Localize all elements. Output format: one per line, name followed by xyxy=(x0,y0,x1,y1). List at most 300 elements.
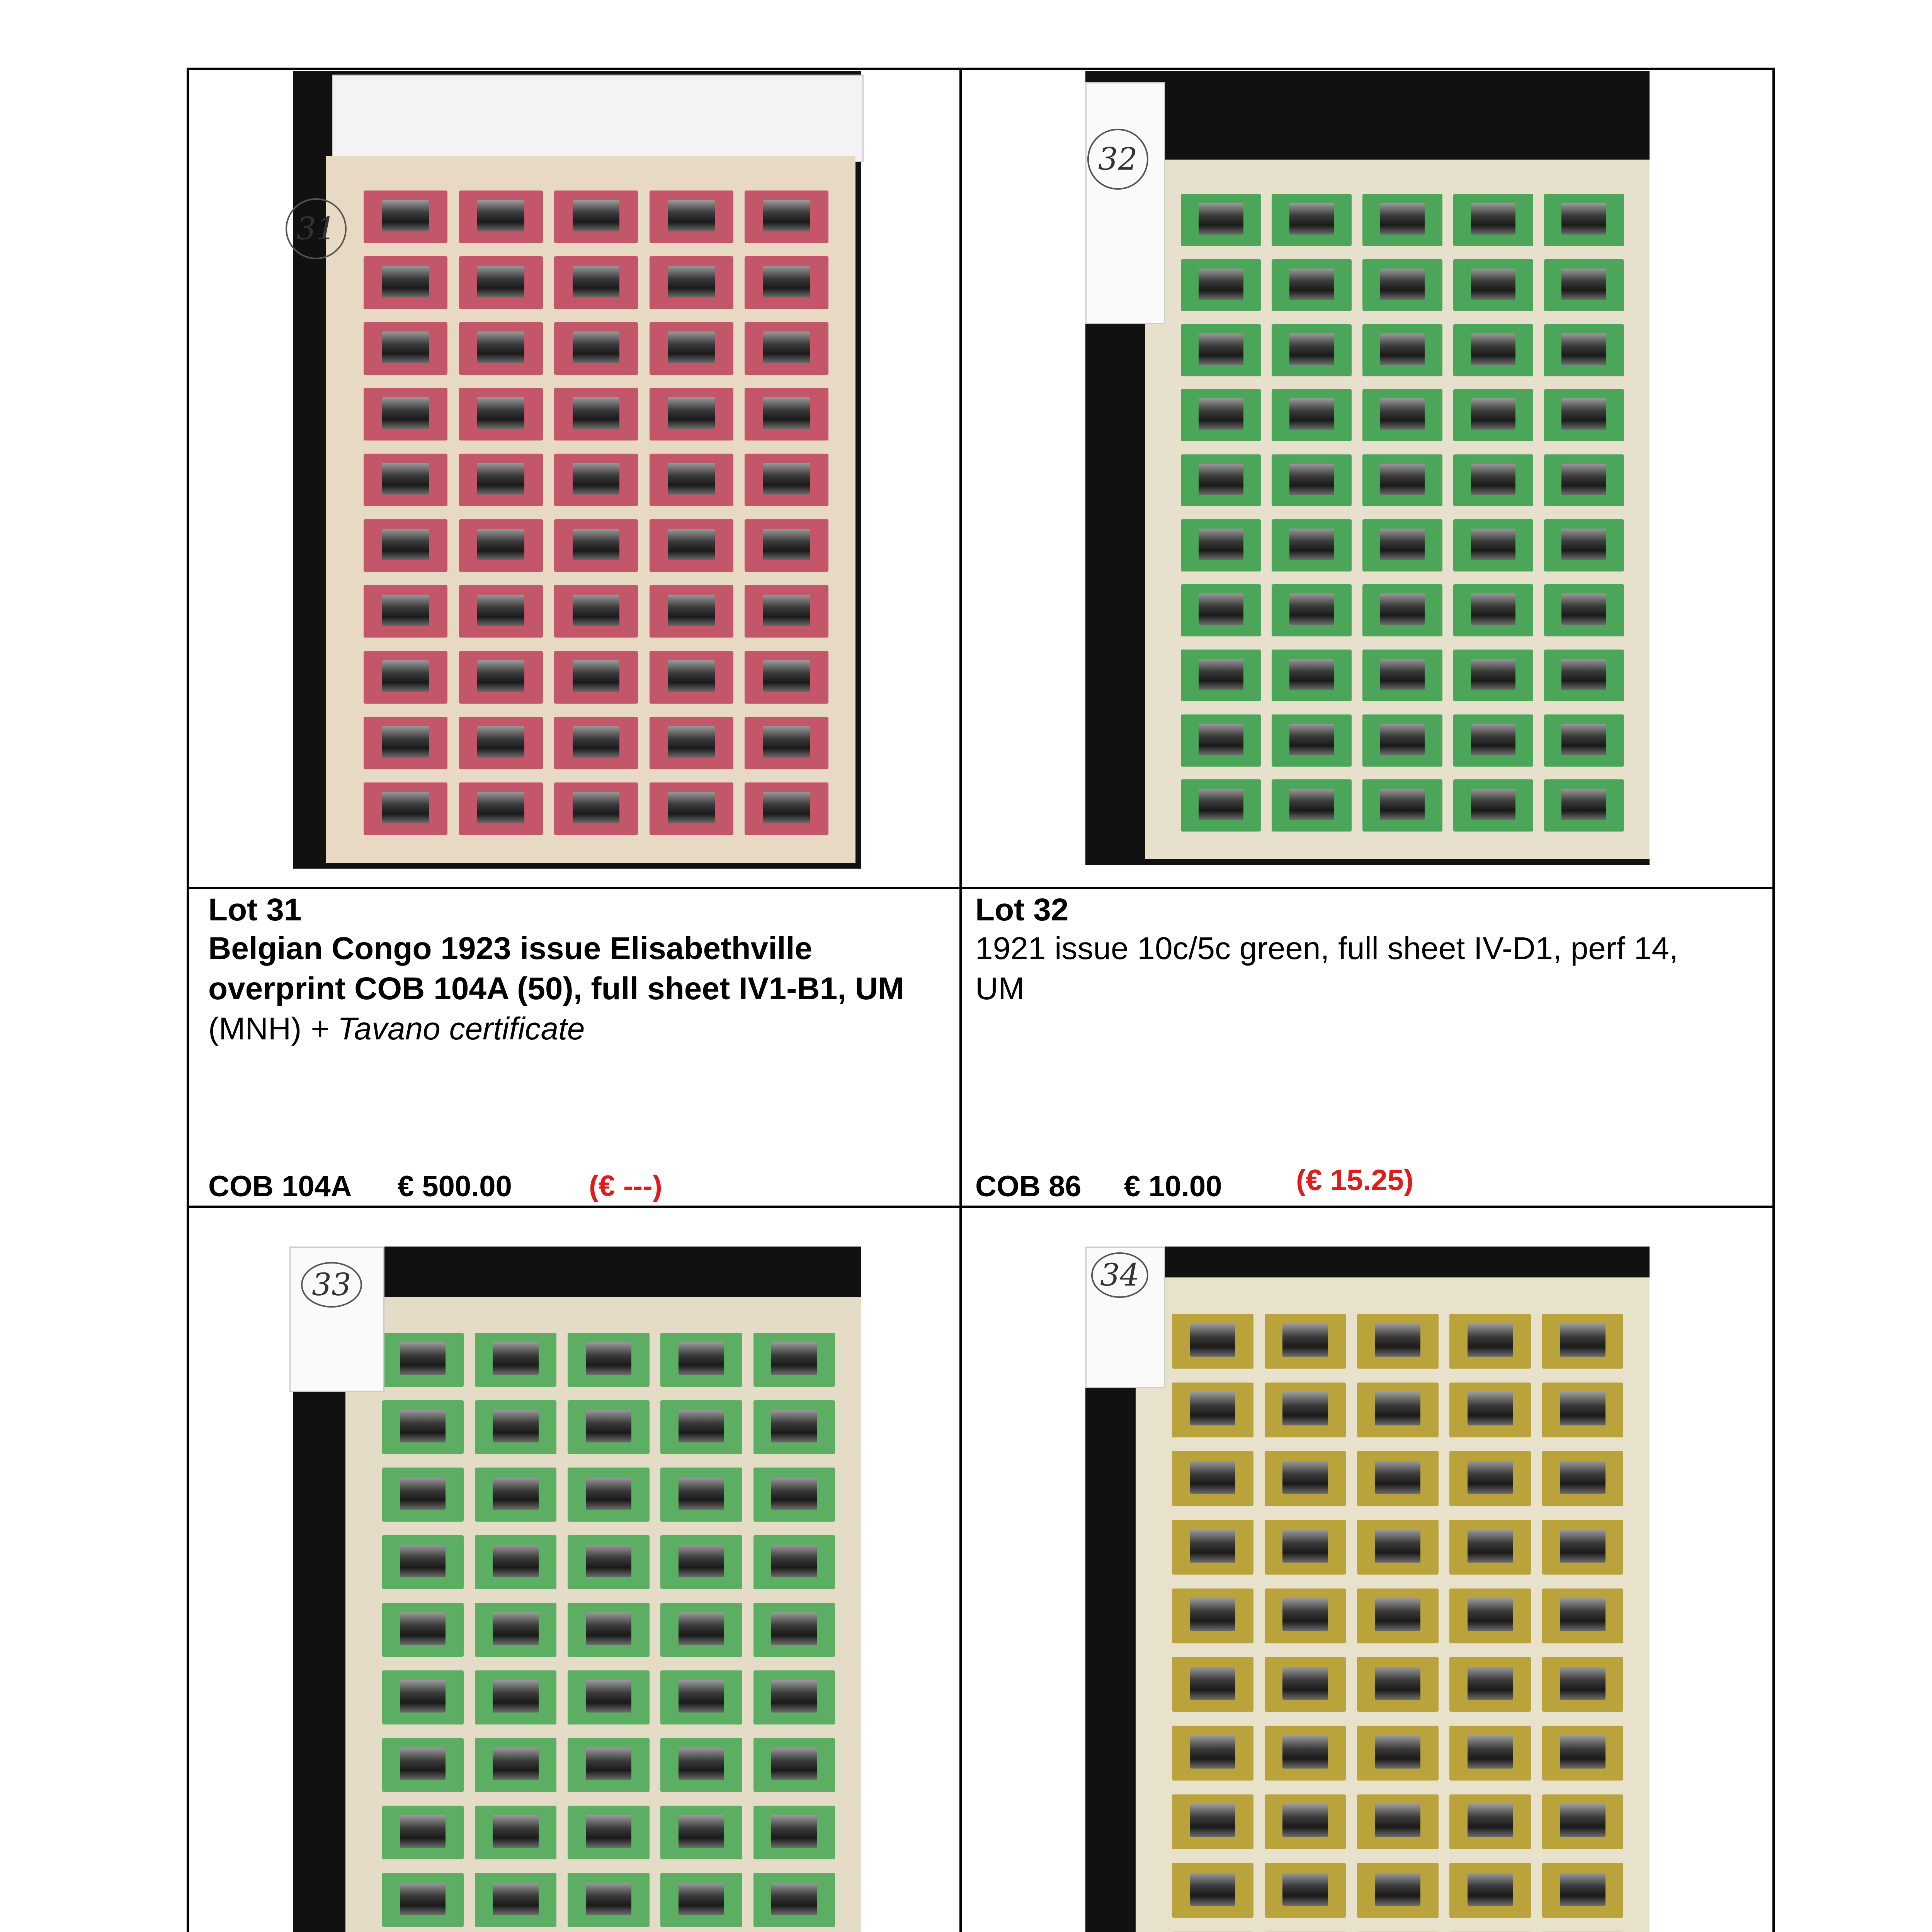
stamp xyxy=(650,717,733,769)
stamp xyxy=(382,1806,464,1860)
stamp xyxy=(459,322,543,375)
stamp xyxy=(1357,1726,1439,1781)
stamp xyxy=(382,1400,464,1454)
stamp xyxy=(745,388,828,440)
stamp-vignette xyxy=(1190,1873,1236,1906)
stamp xyxy=(745,782,828,835)
stamp-vignette xyxy=(400,1342,446,1375)
stamp-vignette xyxy=(1380,789,1425,820)
stamp-vignette xyxy=(1560,1461,1605,1494)
stamp xyxy=(459,190,543,243)
lot-estimate: (€ ---) xyxy=(589,1170,662,1202)
stamp-vignette xyxy=(382,660,429,692)
stamp-vignette xyxy=(1190,1598,1236,1631)
stamp-vignette xyxy=(573,200,620,232)
stamp-vignette xyxy=(1375,1324,1420,1357)
stamp xyxy=(568,1670,649,1725)
stamp-vignette xyxy=(586,1748,631,1780)
stamp-sheet-lot-31 xyxy=(326,156,855,863)
stamp xyxy=(1272,389,1352,441)
stamp xyxy=(1172,1520,1253,1575)
photo-cell-lot-34 xyxy=(962,1208,1775,1932)
stamp-vignette xyxy=(1471,398,1516,430)
sheet-label-card xyxy=(1085,82,1165,324)
stamp-vignette xyxy=(1380,333,1425,365)
stamp xyxy=(1544,194,1624,246)
stamp-vignette xyxy=(400,1883,446,1915)
lot-description-plain: (MNH) xyxy=(208,1011,311,1046)
stamp xyxy=(1265,1588,1346,1643)
stamp-vignette xyxy=(573,595,620,626)
stamp-vignette xyxy=(679,1815,724,1848)
stamp xyxy=(459,256,543,309)
stamp-vignette xyxy=(763,200,810,232)
stamp-vignette xyxy=(1282,1461,1328,1494)
stamp-vignette xyxy=(679,1883,724,1915)
stamp-vignette xyxy=(1289,203,1334,235)
stamp-vignette xyxy=(1289,594,1334,625)
stamp xyxy=(1542,1726,1624,1781)
stamp-vignette xyxy=(477,200,524,232)
stamp-vignette xyxy=(668,529,715,561)
stamp-sheet-photo-lot-34 xyxy=(1085,1247,1650,1932)
stamp xyxy=(1357,1451,1439,1506)
lot-description xyxy=(208,929,935,1049)
stamp xyxy=(364,388,447,440)
stamp xyxy=(1265,1520,1346,1575)
stamp-vignette xyxy=(763,529,810,561)
stamp-vignette xyxy=(1561,594,1606,625)
stamp xyxy=(554,585,638,638)
stamp xyxy=(1449,1657,1531,1712)
stamp xyxy=(1272,324,1352,376)
stamp xyxy=(650,782,733,835)
stamp-vignette xyxy=(668,660,715,692)
stamp xyxy=(1544,454,1624,507)
stamp xyxy=(650,322,733,375)
stamp-sheet-photo-lot-32 xyxy=(1085,71,1650,865)
stamp-vignette xyxy=(493,1410,538,1442)
stamp xyxy=(1357,1520,1439,1575)
stamp xyxy=(568,1806,649,1860)
stamp xyxy=(1181,454,1261,507)
stamp-vignette xyxy=(1289,333,1334,365)
stamp-vignette xyxy=(586,1342,631,1375)
stamp xyxy=(745,717,828,769)
stamp-vignette xyxy=(1380,659,1425,690)
stamp xyxy=(1362,714,1442,767)
stamp xyxy=(554,519,638,572)
stamp xyxy=(650,519,733,572)
stamp-sheet-lot-33 xyxy=(345,1297,861,1932)
stamp xyxy=(459,585,543,638)
stamp-vignette xyxy=(382,200,429,232)
stamp xyxy=(1449,1520,1531,1575)
stamp xyxy=(1453,454,1533,507)
stamp xyxy=(1362,779,1442,832)
stamp-vignette xyxy=(1471,464,1516,495)
stamp-vignette xyxy=(668,463,715,495)
stamp-vignette xyxy=(763,792,810,823)
stamp-vignette xyxy=(668,726,715,758)
stamp-vignette xyxy=(1375,1736,1420,1769)
stamp xyxy=(1449,1451,1531,1506)
stamp xyxy=(1265,1314,1346,1369)
stamp-vignette xyxy=(1471,269,1516,300)
stamp xyxy=(459,454,543,506)
stamp-vignette xyxy=(679,1680,724,1713)
stamp-vignette xyxy=(679,1342,724,1375)
stamp-vignette xyxy=(1468,1736,1513,1769)
stamp-vignette xyxy=(1561,464,1606,495)
stamp-vignette xyxy=(679,1410,724,1442)
stamp xyxy=(475,1535,556,1589)
stamp xyxy=(1362,389,1442,441)
stamp xyxy=(364,782,447,835)
stamp-vignette xyxy=(1199,724,1243,755)
stamp xyxy=(459,651,543,704)
stamp xyxy=(475,1738,556,1792)
stamp xyxy=(1544,584,1624,636)
stamp xyxy=(1272,194,1352,246)
stamp xyxy=(364,190,447,243)
lot-price: € 500.00 xyxy=(398,1170,512,1203)
stamp xyxy=(1181,779,1261,832)
stamp-vignette xyxy=(1380,398,1425,430)
sheet-label-card xyxy=(332,75,864,162)
stamp xyxy=(1181,714,1261,767)
stamp xyxy=(459,717,543,769)
stamp-vignette xyxy=(477,463,524,495)
stamp-sheet-photo-lot-31 xyxy=(293,71,861,869)
stamp xyxy=(475,1468,556,1522)
stamp-vignette xyxy=(477,660,524,692)
photo-cell-lot-31 xyxy=(189,70,962,889)
lot-estimate: (€ 15.25) xyxy=(1296,1164,1414,1197)
stamp-vignette xyxy=(493,1680,538,1713)
stamp xyxy=(1357,1794,1439,1849)
stamp-vignette xyxy=(668,595,715,626)
stamp xyxy=(1449,1588,1531,1643)
stamp xyxy=(1453,779,1533,832)
stamp xyxy=(554,454,638,506)
stamp-vignette xyxy=(573,726,620,758)
stamp xyxy=(382,1873,464,1927)
stamp-vignette xyxy=(493,1545,538,1577)
stamp xyxy=(382,1738,464,1792)
stamp-vignette xyxy=(1199,789,1243,820)
stamp-vignette xyxy=(1190,1324,1236,1357)
stamp xyxy=(554,717,638,769)
stamp xyxy=(1172,1314,1253,1369)
stamp-vignette xyxy=(1289,464,1334,495)
stamp xyxy=(1453,259,1533,311)
stamp xyxy=(753,1468,835,1522)
stamp-vignette xyxy=(573,660,620,692)
stamp xyxy=(1172,1726,1253,1781)
stamp-vignette xyxy=(1380,594,1425,625)
stamp-vignette xyxy=(668,792,715,823)
stamp xyxy=(1362,650,1442,702)
stamp xyxy=(650,651,733,704)
stamp xyxy=(660,1603,742,1657)
stamp-vignette xyxy=(1282,1667,1328,1700)
stamp-vignette xyxy=(771,1410,817,1442)
stamp-vignette xyxy=(771,1883,817,1915)
stamp xyxy=(1362,259,1442,311)
stamp-vignette xyxy=(1560,1804,1605,1837)
stamp-vignette xyxy=(493,1748,538,1780)
stamp-vignette xyxy=(771,1748,817,1780)
stamp-vignette xyxy=(1289,269,1334,300)
stamp xyxy=(1542,1451,1624,1506)
stamp-vignette xyxy=(1380,203,1425,235)
stamp xyxy=(1362,519,1442,571)
stamp xyxy=(1449,1383,1531,1437)
lot-description-bold: Belgian Congo 1923 issue Elisabethville overprint COB 104A (50), full sheet IV1-B1, UM xyxy=(208,931,905,1006)
stamp xyxy=(1265,1726,1346,1781)
stamp-vignette xyxy=(763,463,810,495)
stamp-vignette xyxy=(1561,398,1606,430)
stamp-vignette xyxy=(586,1612,631,1645)
stamp xyxy=(745,322,828,375)
stamp-vignette xyxy=(1199,529,1243,560)
stamp xyxy=(1362,584,1442,636)
stamp-vignette xyxy=(771,1815,817,1848)
stamp xyxy=(1357,1863,1439,1918)
stamp xyxy=(1272,779,1352,832)
stamp xyxy=(1181,389,1261,441)
stamp-vignette xyxy=(1560,1873,1605,1906)
stamp-vignette xyxy=(1199,269,1243,300)
stamp xyxy=(1265,1383,1346,1437)
stamp-vignette xyxy=(1468,1324,1513,1357)
stamp-vignette xyxy=(1561,269,1606,300)
stamp-vignette xyxy=(1380,529,1425,560)
lot-number-pencil-note: 33 xyxy=(301,1262,362,1308)
stamp-vignette xyxy=(668,332,715,363)
stamp-vignette xyxy=(586,1883,631,1915)
stamp-vignette xyxy=(1375,1667,1420,1700)
stamp-vignette xyxy=(1375,1461,1420,1494)
photo-cell-lot-33 xyxy=(189,1208,962,1932)
stamp xyxy=(1544,714,1624,767)
stamp-vignette xyxy=(771,1342,817,1375)
stamp-vignette xyxy=(1289,659,1334,690)
stamp xyxy=(1453,714,1533,767)
stamp-vignette xyxy=(1471,724,1516,755)
stamp-vignette xyxy=(1560,1598,1605,1631)
stamp xyxy=(364,256,447,309)
stamp xyxy=(650,388,733,440)
stamp xyxy=(459,782,543,835)
stamp-vignette xyxy=(668,266,715,298)
stamp xyxy=(1544,259,1624,311)
lot-title: Lot 31 xyxy=(208,892,302,927)
stamp-sheet-lot-32 xyxy=(1145,160,1650,859)
stamp xyxy=(745,190,828,243)
stamp xyxy=(382,1468,464,1522)
stamp xyxy=(1181,259,1261,311)
stamp xyxy=(1272,519,1352,571)
stamp-vignette xyxy=(1560,1324,1605,1357)
stamp-vignette xyxy=(771,1478,817,1510)
stamp xyxy=(753,1670,835,1725)
stamp xyxy=(660,1333,742,1387)
stamp-vignette xyxy=(763,660,810,692)
stamp xyxy=(459,388,543,440)
stamp-vignette xyxy=(1471,594,1516,625)
stamp-vignette xyxy=(1199,203,1243,235)
stamp xyxy=(1544,389,1624,441)
stamp xyxy=(1453,389,1533,441)
stamp-vignette xyxy=(1282,1804,1328,1837)
stamp xyxy=(364,519,447,572)
stamp-vignette xyxy=(1289,398,1334,430)
stamp-vignette xyxy=(1561,659,1606,690)
stamp xyxy=(568,1333,649,1387)
stamp-vignette xyxy=(1375,1873,1420,1906)
stamp xyxy=(753,1535,835,1589)
stamp-vignette xyxy=(763,397,810,429)
stamp xyxy=(650,585,733,638)
stamp-vignette xyxy=(1468,1461,1513,1494)
stamp-vignette xyxy=(382,463,429,495)
stamp-vignette xyxy=(1282,1873,1328,1906)
stamp xyxy=(1453,650,1533,702)
stamp xyxy=(1272,584,1352,636)
stamp xyxy=(745,454,828,506)
stamp-vignette xyxy=(1289,724,1334,755)
stamp xyxy=(1357,1657,1439,1712)
stamp-vignette xyxy=(1561,789,1606,820)
stamp-vignette xyxy=(1471,529,1516,560)
stamp xyxy=(650,256,733,309)
stamp-vignette xyxy=(1375,1598,1420,1631)
stamp xyxy=(1357,1383,1439,1437)
stamp-vignette xyxy=(573,529,620,561)
stamp xyxy=(753,1873,835,1927)
stamp-vignette xyxy=(382,595,429,626)
text-cell-lot-31 xyxy=(189,889,962,1208)
stamp-vignette xyxy=(1468,1804,1513,1837)
stamp-vignette xyxy=(1380,464,1425,495)
stamp-vignette xyxy=(1199,659,1243,690)
stamp-vignette xyxy=(1282,1598,1328,1631)
stamp-vignette xyxy=(586,1410,631,1442)
stamp xyxy=(660,1873,742,1927)
stamp-vignette xyxy=(573,463,620,495)
stamp-vignette xyxy=(1468,1598,1513,1631)
stamp-vignette xyxy=(477,266,524,298)
stamp xyxy=(1362,324,1442,376)
stamp-vignette xyxy=(1560,1736,1605,1769)
stamp xyxy=(568,1603,649,1657)
stamp xyxy=(1542,1657,1624,1712)
stamp-vignette xyxy=(668,397,715,429)
stamp-vignette xyxy=(1282,1392,1328,1425)
stamp xyxy=(1542,1383,1624,1437)
stamp xyxy=(475,1873,556,1927)
stamp xyxy=(1181,519,1261,571)
photo-cell-lot-32 xyxy=(962,70,1775,889)
stamp xyxy=(1265,1863,1346,1918)
stamp-vignette xyxy=(477,332,524,363)
stamp-vignette xyxy=(1190,1392,1236,1425)
stamp-vignette xyxy=(1190,1530,1236,1563)
stamp-vignette xyxy=(763,266,810,298)
stamp xyxy=(364,717,447,769)
stamp xyxy=(753,1400,835,1454)
stamp xyxy=(1453,584,1533,636)
stamp xyxy=(1272,259,1352,311)
stamp xyxy=(1272,714,1352,767)
stamp-vignette xyxy=(1560,1667,1605,1700)
stamp-vignette xyxy=(382,332,429,363)
stamp-vignette xyxy=(586,1545,631,1577)
stamp xyxy=(660,1806,742,1860)
stamp-vignette xyxy=(400,1410,446,1442)
stamp-vignette xyxy=(1560,1392,1605,1425)
stamp-vignette xyxy=(763,595,810,626)
stamp-vignette xyxy=(771,1545,817,1577)
stamp xyxy=(1181,194,1261,246)
stamp-vignette xyxy=(771,1680,817,1713)
stamp xyxy=(1265,1794,1346,1849)
stamp-vignette xyxy=(1289,529,1334,560)
stamp xyxy=(364,454,447,506)
stamp-vignette xyxy=(1190,1667,1236,1700)
stamp-vignette xyxy=(1468,1667,1513,1700)
stamp-vignette xyxy=(400,1545,446,1577)
lot-number-pencil-note: 32 xyxy=(1087,129,1148,190)
stamp-vignette xyxy=(679,1748,724,1780)
stamp xyxy=(1453,194,1533,246)
stamp-vignette xyxy=(382,529,429,561)
stamp-vignette xyxy=(1471,659,1516,690)
stamp-vignette xyxy=(1282,1530,1328,1563)
stamp xyxy=(568,1873,649,1927)
stamp xyxy=(660,1400,742,1454)
stamp xyxy=(650,454,733,506)
lot-price: € 10.00 xyxy=(1124,1170,1222,1203)
stamp xyxy=(554,782,638,835)
stamp-vignette xyxy=(1471,333,1516,365)
stamp-vignette xyxy=(477,726,524,758)
stamp xyxy=(1181,324,1261,376)
stamp-vignette xyxy=(382,266,429,298)
stamp xyxy=(1172,1588,1253,1643)
stamp-vignette xyxy=(1375,1804,1420,1837)
lots-table xyxy=(187,68,1775,1932)
stamp-vignette xyxy=(573,332,620,363)
stamp-sheet-photo-lot-33 xyxy=(293,1247,861,1932)
stamp-vignette xyxy=(771,1612,817,1645)
lot-number-pencil-note: 31 xyxy=(286,198,347,259)
stamp xyxy=(753,1806,835,1860)
stamp xyxy=(660,1468,742,1522)
stamp-vignette xyxy=(1282,1324,1328,1357)
stamp xyxy=(1272,650,1352,702)
stamp-vignette xyxy=(493,1815,538,1848)
stamp-vignette xyxy=(1561,333,1606,365)
stamp-vignette xyxy=(586,1815,631,1848)
stamp xyxy=(475,1603,556,1657)
stamp xyxy=(1542,1588,1624,1643)
stamp xyxy=(745,585,828,638)
stamp xyxy=(1453,519,1533,571)
stamp xyxy=(364,651,447,704)
